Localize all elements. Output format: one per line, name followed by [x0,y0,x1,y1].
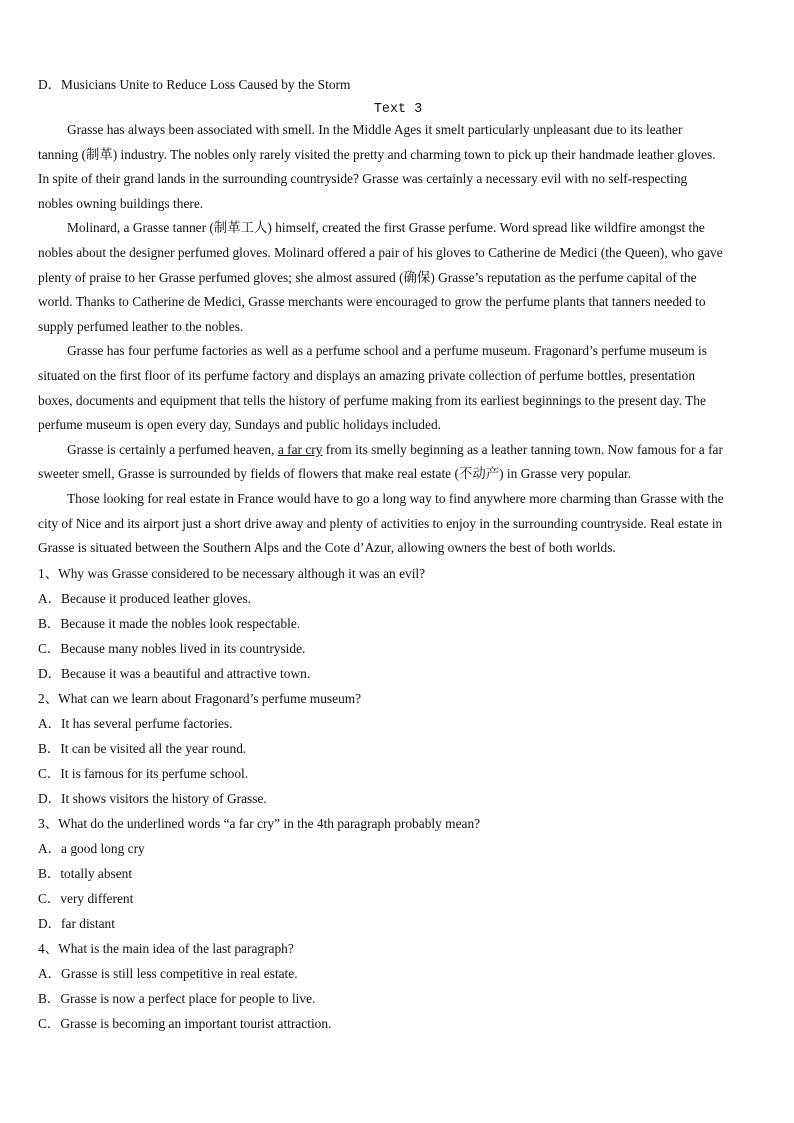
paragraph-line: nobles owning buildings there. [38,195,204,211]
paragraph-line: tanning (制革) industry. The nobles only rarely visited the pretty and charming town to pick up their handmade leather gloves. [38,146,716,162]
answer-option: B．It can be visited all the year round. [38,740,247,756]
previous-question-option: D．Musicians Unite to Reduce Loss Caused by the Storm [38,77,351,92]
answer-option: A．It has several perfume factories. [38,715,233,731]
answer-option: A．Because it produced leather gloves. [38,590,252,606]
paragraph-line: nobles about the designer perfumed gloves. Molinard offered a pair of his gloves to Catherine de Medici (the Queen), who gave [38,244,723,260]
text: from its smelly beginning as a leather tanning town. Now famous for a far [322,441,723,457]
answer-option: D．Because it was a beautiful and attractive town. [38,665,311,681]
answer-option: C．Because many nobles lived in its countryside. [38,640,306,656]
paragraph-line: boxes, documents and equipment that tells the history of perfume making from its earliest beginnings to the present day. The [38,392,706,408]
answer-option: A．a good long cry [38,840,145,856]
passage-title: Text 3 [373,102,423,117]
answer-option: C．Grasse is becoming an important tourist attraction. [38,1015,332,1031]
answer-option: A．Grasse is still less competitive in real estate. [38,965,298,981]
paragraph-line: world. Thanks to Catherine de Medici, Grasse merchants were encouraged to grow the perfume plants that tanners needed to [38,294,706,310]
paragraph-2 [38,216,758,339]
answer-option: B．Because it made the nobles look respectable. [38,615,301,631]
paragraph-line: sweeter smell, Grasse is surrounded by fields of flowers that make real estate (不动产) in Grasse very popular. [38,466,632,482]
paragraph-1 [38,118,758,216]
question-stem: 2、What can we learn about Fragonard’s perfume museum? [38,690,362,706]
question-1 [38,561,758,686]
paragraph-line: plenty of praise to her Grasse perfumed gloves; she almost assured (确保) Grasse’s reputation as the perfume capital of the [38,269,697,285]
answer-option: C．very different [38,890,134,906]
paragraph-line: perfume museum is open every day, Sundays and public holidays included. [38,417,441,433]
paragraph-line: supply perfumed leather to the nobles. [38,318,244,334]
text: Grasse is certainly a perfumed heaven, [67,441,278,457]
passage-body [38,118,758,438]
question-3 [38,811,758,936]
underlined-phrase: a far cry [277,441,323,457]
question-stem: 1、Why was Grasse considered to be necessary although it was an evil? [38,565,426,581]
question-2 [38,686,758,811]
paragraph-line: Grasse is situated between the Southern Alps and the Cote d’Azur, allowing owners the best of both worlds. [38,540,616,556]
paragraph-line: Those looking for real estate in France would have to go a long way to find anywhere more charming than Grasse with the [67,490,724,506]
question-4 [38,936,758,1036]
question-stem: 3、What do the underlined words “a far cry” in the 4th paragraph probably mean? [38,815,481,831]
paragraph-3 [38,339,758,437]
paragraph-line: city of Nice and its airport just a short drive away and plenty of activities to enjoy in the surrounding countryside. Real estate in [38,515,723,531]
answer-option: C．It is famous for its perfume school. [38,765,249,781]
questions [38,561,758,1036]
paragraph-line: Grasse has always been associated with smell. In the Middle Ages it smelt particularly unpleasant due to its leather [67,122,683,137]
paragraph-line: Grasse has four perfume factories as well as a perfume school and a perfume museum. Fragonard’s perfume museum is [67,343,707,359]
paragraph-5 [38,487,758,561]
paragraph-line: situated on the first floor of its perfume factory and displays an amazing private collection of perfume bottles, presentation [38,367,696,383]
answer-option: B．totally absent [38,865,133,881]
answer-option: D．far distant [38,915,115,931]
answer-option: B．Grasse is now a perfect place for people to live. [38,990,316,1006]
paragraph-line: In spite of their grand lands in the surrounding countryside? Grasse was certainly a necessary evil with no self-respecting [38,171,688,187]
answer-option: D．It shows visitors the history of Grasse. [38,790,267,806]
paragraph-line [38,438,758,463]
document-page [38,76,758,1036]
paragraph-line: Molinard, a Grasse tanner (制革工人) himself, created the first Grasse perfume. Word spread like wildfire amongst the [67,220,705,236]
paragraph-4 [38,438,758,487]
question-stem: 4、What is the main idea of the last paragraph? [38,940,294,956]
